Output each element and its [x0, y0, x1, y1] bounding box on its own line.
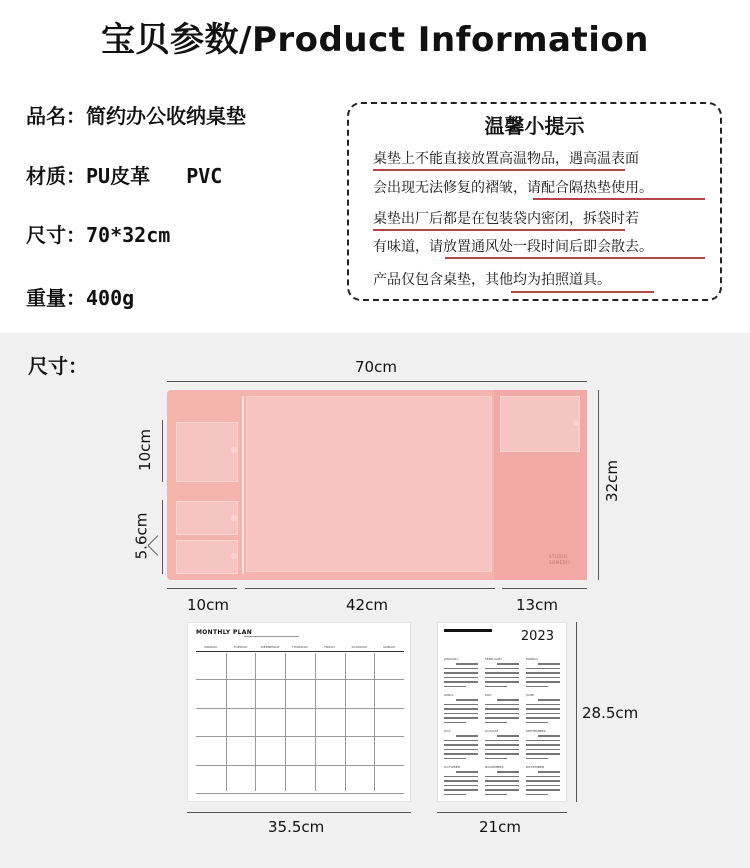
mat-height-label: 32cm: [602, 460, 621, 502]
calendar-week-row: [497, 771, 519, 773]
calendar-week-row: [456, 735, 478, 737]
calendar-week-row: [526, 789, 560, 791]
mat-rivet: [231, 553, 237, 559]
calendar-week-row: [485, 744, 519, 746]
dimension-line: [437, 812, 567, 813]
calendar-month: [526, 657, 562, 689]
calendar-month: [526, 729, 562, 761]
dimension-line: [502, 588, 587, 589]
calendar-week-row: [456, 663, 478, 665]
grid-line: [196, 793, 404, 794]
calendar-month-label: NOVEMBER: [485, 765, 504, 769]
calendar-height-label: 28.5cm: [582, 704, 639, 722]
calendar-month: [485, 765, 521, 797]
calendar-week-row: [456, 771, 478, 773]
dimension-line: [598, 390, 599, 580]
calendar-week-row: [444, 740, 478, 742]
calendar-month-label: MARCH: [526, 657, 538, 661]
right-width-label: 13cm: [516, 596, 558, 614]
pocket-large-height-label: 10cm: [135, 429, 154, 471]
pocket-small-height-label: 5.6cm: [132, 512, 151, 560]
calendar-month: [444, 693, 480, 725]
tip-line: 桌垫出厂后都是在包装袋内密闭，拆袋时若: [373, 211, 639, 227]
calendar-month: [526, 693, 562, 725]
mat-pocket-right: [500, 396, 580, 452]
dimension-line: [162, 420, 163, 482]
calendar-year: 2023: [520, 629, 554, 644]
calendar-week-row: [444, 686, 466, 688]
calendar-week-row: [485, 740, 519, 742]
day-label: MONDAY: [204, 645, 218, 649]
calendar-week-row: [485, 722, 507, 724]
spec-material: 材质：PU皮革 PVC: [26, 164, 223, 188]
calendar-week-row: [485, 672, 519, 674]
calendar-week-row: [444, 785, 478, 787]
middle-width-label: 42cm: [346, 596, 388, 614]
calendar-week-row: [526, 776, 560, 778]
calendar-month-label: OCTOBER: [444, 765, 461, 769]
calendar-week-row: [444, 668, 478, 670]
day-label: TUESDAY: [233, 645, 248, 649]
grid-line: [196, 736, 404, 737]
calendar-week-row: [444, 758, 466, 760]
day-label: SATURDAY: [351, 645, 368, 649]
calendar-week-row: [526, 672, 560, 674]
grid-line: [345, 653, 346, 791]
tips-box: [347, 102, 722, 301]
spec-size: 尺寸：70*32cm: [26, 223, 171, 247]
calendar-week-row: [538, 699, 560, 701]
dimension-line: [162, 500, 163, 574]
dimension-line: [167, 588, 237, 589]
tip-line: 桌垫上不能直接放置高温物品，遇高温表面: [373, 151, 639, 167]
calendar-week-row: [485, 776, 519, 778]
calendar-week-row: [444, 744, 478, 746]
calendar-header-bar: [444, 629, 492, 632]
grid-line: [285, 653, 286, 791]
calendar-week-row: [444, 704, 478, 706]
calendar-month-label: APRIL: [444, 693, 454, 697]
calendar-week-row: [485, 708, 519, 710]
calendar-month-label: DECEMBER: [526, 765, 545, 769]
calendar-week-row: [497, 735, 519, 737]
mat-pocket-small: [176, 501, 238, 535]
calendar-week-row: [485, 668, 519, 670]
monthly-plan-title: MONTHLY PLAN: [196, 629, 253, 636]
calendar-week-row: [485, 749, 519, 751]
grid-line: [255, 653, 256, 791]
calendar-week-row: [526, 677, 560, 679]
calendar-month-label: JUNE: [526, 693, 535, 697]
calendar-week-row: [485, 758, 507, 760]
mat-rivet: [573, 420, 579, 426]
tip-underline: [533, 198, 705, 200]
monthly-plan-width-label: 35.5cm: [268, 818, 325, 836]
dimension-line: [187, 812, 411, 813]
tip-underline: [373, 229, 625, 231]
calendar-week-row: [526, 708, 560, 710]
calendar-week-row: [526, 740, 560, 742]
dimension-line: [576, 622, 577, 802]
size-section-label: 尺寸：: [28, 354, 88, 378]
day-label: FRIDAY: [324, 645, 336, 649]
calendar-week-row: [444, 708, 478, 710]
left-width-label: 10cm: [187, 596, 229, 614]
mat-pocket-large: [176, 422, 238, 482]
calendar-week-row: [526, 753, 560, 755]
dimension-line: [245, 588, 495, 589]
calendar-week-row: [526, 681, 560, 683]
calendar-month: [485, 657, 521, 689]
calendar-week-row: [444, 789, 478, 791]
calendar-week-row: [485, 717, 519, 719]
calendar-week-row: [485, 681, 519, 683]
day-label: THURSDAY: [291, 645, 309, 649]
calendar-week-row: [444, 713, 478, 715]
calendar-month: [485, 693, 521, 725]
dimension-line: [167, 381, 587, 382]
tip-underline: [373, 169, 625, 171]
calendar-week-row: [444, 776, 478, 778]
calendar-week-row: [526, 668, 560, 670]
tip-underline: [445, 257, 705, 259]
calendar-week-row: [485, 794, 507, 796]
calendar-week-row: [444, 672, 478, 674]
calendar-week-row: [538, 771, 560, 773]
mat-rivet: [231, 447, 237, 453]
calendar-week-row: [456, 699, 478, 701]
mat-width-label: 70cm: [355, 358, 397, 376]
tip-underline: [511, 291, 654, 293]
calendar-week-row: [444, 749, 478, 751]
calendar-week-row: [485, 789, 519, 791]
grid-line: [196, 651, 404, 652]
tip-line: 会出现无法修复的褶皱，请配合隔热垫使用。: [373, 180, 653, 196]
calendar-month: [444, 657, 480, 689]
calendar-sheet: [437, 622, 567, 802]
calendar-week-row: [526, 713, 560, 715]
calendar-week-row: [444, 717, 478, 719]
calendar-month-label: JANUARY: [444, 657, 459, 661]
calendar-width-label: 21cm: [479, 818, 521, 836]
calendar-month: [526, 765, 562, 797]
calendar-month-label: SEPTEMBER: [526, 729, 546, 733]
calendar-week-row: [526, 722, 548, 724]
mat-rivet: [231, 515, 237, 521]
grid-line: [374, 653, 375, 791]
calendar-week-row: [485, 686, 507, 688]
mat-writing-area: [246, 396, 492, 572]
calendar-week-row: [526, 686, 548, 688]
grid-line: [315, 653, 316, 791]
desk-mat: [167, 390, 587, 580]
calendar-month: [444, 729, 480, 761]
calendar-month: [485, 729, 521, 761]
grid-line: [196, 708, 404, 709]
calendar-month-label: FEBRUARY: [485, 657, 503, 661]
calendar-week-row: [485, 704, 519, 706]
tip-line: 有味道，请放置通风处一段时间后即会散去。: [373, 239, 653, 255]
calendar-week-row: [444, 677, 478, 679]
calendar-week-row: [444, 753, 478, 755]
calendar-week-row: [526, 717, 560, 719]
grid-line: [226, 653, 227, 791]
calendar-week-row: [444, 794, 466, 796]
calendar-week-row: [485, 753, 519, 755]
calendar-week-row: [526, 780, 560, 782]
calendar-month-label: AUGUST: [485, 729, 499, 733]
calendar-week-row: [526, 704, 560, 706]
calendar-week-row: [526, 744, 560, 746]
calendar-week-row: [526, 785, 560, 787]
calendar-week-row: [497, 663, 519, 665]
calendar-week-row: [497, 699, 519, 701]
calendar-month-label: JULY: [444, 729, 451, 733]
day-label: SUNDAY: [383, 645, 396, 649]
calendar-month-label: MAY: [485, 693, 492, 697]
day-label: WEDNESDAY: [260, 645, 280, 649]
calendar-month: [444, 765, 480, 797]
mat-brand-text: STUDIO SOMEDIY: [549, 554, 571, 565]
calendar-week-row: [485, 780, 519, 782]
calendar-week-row: [526, 794, 548, 796]
calendar-week-row: [538, 735, 560, 737]
tips-title: 温馨小提示: [484, 114, 585, 138]
calendar-week-row: [444, 722, 466, 724]
calendar-week-row: [485, 785, 519, 787]
page-title: 宝贝参数/Product Information: [101, 20, 649, 60]
calendar-week-row: [485, 713, 519, 715]
spec-name: 品名：简约办公收纳桌垫: [26, 104, 246, 128]
calendar-week-row: [526, 758, 548, 760]
monthly-plan-sheet: [187, 622, 411, 802]
spec-weight: 重量：400g: [26, 286, 135, 310]
grid-line: [196, 679, 404, 680]
monthly-plan-grid: [196, 645, 404, 795]
tip-line: 产品仅包含桌垫，其他均为拍照道具。: [373, 272, 611, 288]
mat-pocket-small: [176, 540, 238, 574]
calendar-week-row: [444, 681, 478, 683]
calendar-week-row: [444, 780, 478, 782]
calendar-week-row: [526, 749, 560, 751]
grid-line: [196, 765, 404, 766]
mat-divider: [242, 396, 244, 574]
calendar-week-row: [538, 663, 560, 665]
monthly-plan-title-line: [244, 636, 299, 637]
calendar-week-row: [485, 677, 519, 679]
